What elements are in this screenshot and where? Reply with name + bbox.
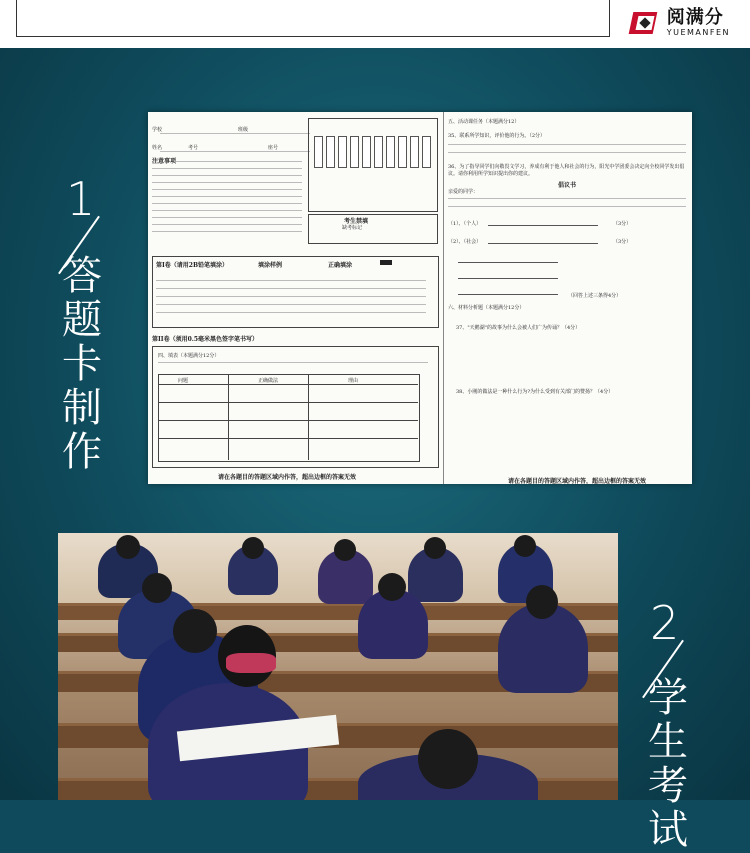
- section-1-title: 答题卡制作: [62, 253, 102, 475]
- top-bar: [0, 0, 750, 48]
- sheet-notice-title: 注意事项: [152, 158, 177, 165]
- sheet-examno-label: 考号: [188, 145, 199, 151]
- logo-mark-icon: [629, 8, 663, 38]
- brand-logo[interactable]: [629, 6, 730, 40]
- sheet-class-label: 班级: [238, 127, 249, 133]
- sheet-name-label: 姓名: [152, 145, 163, 151]
- logo-text-cn: 阅满分: [666, 7, 724, 28]
- q4-table: [158, 374, 420, 462]
- top-frame: [16, 0, 610, 37]
- absent-box: [308, 214, 438, 244]
- sheet-seat-label: 座号: [268, 145, 279, 151]
- section-1-number: 1: [66, 172, 96, 226]
- logo-text-en: YUEMANFEN: [666, 28, 730, 37]
- sheet-school-label: 学校: [152, 127, 163, 133]
- section-2-number: 2: [650, 596, 680, 650]
- students-exam-photo: [58, 533, 618, 800]
- answer-sheet-image: 学校 班级 姓名 考号 座号 注意事项 考生禁填 缺考标记 第I卷（请用2B铅笔填涂） 填涂样例 正确填涂 第II卷（须用0.5毫米黑色签字笔书写） 四、填表（本题满分12分） 问题 正确做法 理由 请在各题目的答题区域内作答，超出边框的答案无效 五、活动课任务（本题满分12） 35、联系所学知识，评价他的行为。（2分） 36、为了指导同学们向敬畏文学习，养成有利于他人和社会的行为，阳光中学团委会决定向全校同学发出倡议。请你利用所学知识提出你的建议。 倡议书 亲爱的同学： （1）、（个人） （3分） （2）、（社会） （3分） （回答上述三条得4分） 六、材料分析题（本题满分12分） 37、"天鹅湖"的故事为什么会被人们广为传诵？（4分） 38、小刚的做法是一种什么行为?为什么受到有关部门的赞扬？（4分） 请在各题目的答题区域内作答，超出边框的答案无效: [148, 112, 692, 484]
- section-2-title: 学生考试: [648, 675, 688, 853]
